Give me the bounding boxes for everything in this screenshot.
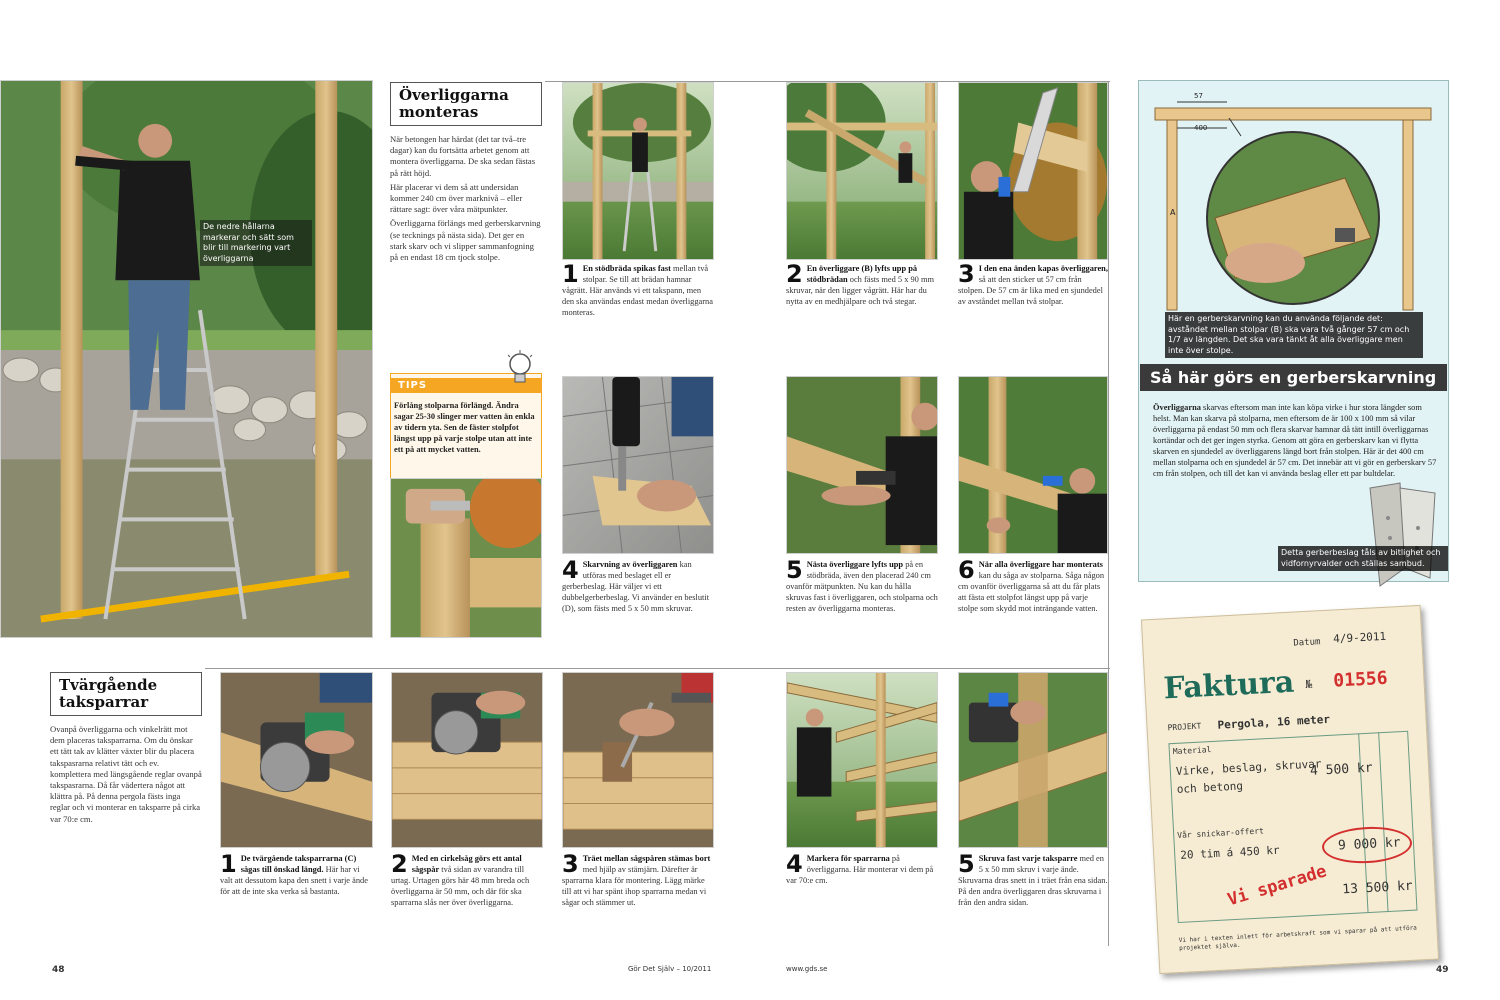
step-lead: Med en cirkelsåg görs ett antal sågspår [411, 854, 522, 874]
step-bottom-1 [220, 850, 373, 897]
invoice-footnote: Vi har i texten inlett för arbetskraft som vi sparar på att utföra projektet själva. [1178, 924, 1418, 953]
gerber-diagram-caption: Här en gerberskarvning kan du använda följande det: avståndet mellan stolpar (B) ska vara två gånger 57 cm och 1/7 av längden. Det ska vara tänkt åt alla överliggare men inte över stolpe. [1165, 312, 1423, 358]
step-bottom-2 [391, 850, 543, 908]
step-2-photo [786, 82, 938, 260]
step-lead: De tvärgående taksparrarna (C) sågas till önskad längd. [240, 854, 357, 874]
step-top-3 [958, 260, 1108, 307]
step-top-4 [562, 556, 714, 614]
heading-line-2: taksparrar [59, 693, 149, 711]
step-3-photo [958, 82, 1108, 260]
main-photo-man-on-ladder [0, 80, 373, 638]
step-text: Här har vi valt att dessutom kapa den snett i varje ände för att de inte ska verka så bastanta. [220, 865, 368, 896]
invoice-date-label: Datum [1293, 637, 1321, 649]
step-text: så att den sticker ut 57 cm från stolpen. De 57 cm är lika med en sjundedel av avståndet mellan två stolpar. [958, 275, 1103, 306]
step-number: 3 [562, 850, 579, 878]
main-photo-caption: De nedre hållarna markerar och sätt som blir till markering vart överliggarna [200, 220, 312, 266]
step-bottom-4 [786, 850, 938, 886]
heading-line-1: Tvärgående [59, 676, 158, 694]
step-text: på överliggarna. Här monterar vi dem på var 70:e cm. [786, 854, 934, 885]
step-text: två sidan av varandra till urtag. Urtagen görs här 48 mm breda och överliggarna är 50 mm, och där för ska sparrarna slås ner över överliggarna. [391, 865, 530, 907]
overliggarna-paragraph-1: När betongen har härdat (det tar två–tre dagar) kan du fortsätta arbetet genom att montera överliggarna. De ska sedan fästas på rätt höjd. [390, 134, 536, 178]
tips-text: Förlång stolparna förlängd. Ändra sagar 25-30 slinger mer vatten än enkla av tidern yta. Sen de fäster stolpfot längst upp på varje stolpe utan att inte ett på att mycket vatten. [394, 401, 535, 454]
section-heading-takspar [50, 672, 202, 716]
step-number: 6 [958, 556, 975, 584]
invoice-date-value: 4/9-2011 [1332, 629, 1387, 646]
step-number: 1 [220, 850, 237, 878]
dim-400: 400 [1194, 124, 1208, 132]
invoice-title: Faktura [1162, 664, 1296, 707]
step-text: och fästs med 5 x 90 mm skruvar, när den ligger vågrätt. Här har du nytta av en medhjälpare och två stegar. [786, 275, 934, 306]
step-number: 3 [958, 260, 975, 288]
step-lead: Träet mellan sågspåren stämas bort [582, 854, 711, 863]
step-lead: I den ena änden kapas överliggaren, [978, 264, 1108, 273]
step-top-1 [562, 260, 714, 318]
gerber-body [1153, 402, 1438, 479]
step-lead: En stödbräda spikas fast [582, 264, 671, 273]
step-text: kan utföras med beslaget ell er gerberbeslag. Här väljer vi ett dubbelgerberbeslag. Vi använder en beslutit (D), som fästs med 5 x 50 mm skruvar. [562, 560, 710, 613]
step-number: 4 [562, 556, 579, 584]
invoice-number: 01556 [1332, 667, 1389, 692]
step-1-photo [562, 82, 714, 260]
invoice-offer-label: Vår snickar-offert [1177, 826, 1265, 840]
invoice-offer-calc: 20 tim á 450 kr [1179, 843, 1280, 862]
step-text: kan du såga av stolparna. Såga någon cm ovanför överliggarna så att du får plats att fästa ett stolpfot längst upp på varje stolpe som skydd mot inträngande vatten. [958, 571, 1105, 613]
dim-a: A [1170, 208, 1176, 217]
step-text: med hjälp av stämjärn. Därefter är sparrarna klara för montering. Lägg märke till att vi har spänt ihop sparrarna medan vi sågar och stämmer ut. [562, 865, 707, 907]
gerber-bracket-icon [1360, 478, 1445, 593]
overliggarna-paragraph-3: Överliggarna förlängs med gerberskarvning (se tecknings på nästa sida). Det ger en stark skarv och vi slipper sammanfogning på en endast 18 cm tjock stolpe. [390, 218, 541, 263]
section-heading-overliggarna [390, 82, 542, 126]
step-top-2 [786, 260, 938, 307]
step-lead: Skruva fast varje taksparre [978, 854, 1078, 863]
step-lead: En överliggare (B) lyfts upp på stödbrädan [806, 264, 918, 284]
step-number: 4 [786, 850, 803, 878]
step-5-photo [786, 376, 938, 554]
step-b1-photo [220, 672, 373, 848]
step-b4-photo [786, 672, 938, 848]
step-lead: Markera för sparrarna [806, 854, 890, 863]
invoice-project-value: Pergola, 16 meter [1217, 712, 1331, 732]
bracket-caption: Detta gerberbeslag tåls av bitlighet och vidfornyrvalder och ställas sambud. [1278, 546, 1448, 571]
step-b3-photo [562, 672, 714, 848]
gerber-text: skarvas eftersom man inte kan köpa virke i hur stora längder som helst. Man kan skarva på stolparna, men eftersom de är 100 x 100 mm så vilar överliggarna på endast 50 mm och flera skarvar hamnar då tätt intill överliggarnas kortändar och det ger ingen styrka. Genom att göra en gerberskarv kan vi flytta skarven en sjundedel av överliggarens längd bort från stolpen. Här är det 400 cm mellan stolparna och en sjundedel är 57 cm. Det innebär att vi gör en gerberskarv 57 cm från stolpen, och till det kan vi använda beslag eller ett par bultdelar. [1153, 403, 1437, 478]
invoice-total: 13 500 kr [1341, 878, 1414, 898]
step-lead: Nästa överliggare lyfts upp [806, 560, 904, 569]
gerber-title: Så här görs en gerberskarvning [1140, 364, 1447, 391]
takspar-body: Ovanpå överliggarna och vinkelrätt mot dem placeras taksparrarna. Om du önskar ett tätt tak av klätter växter blir du placera takspasrarna relativt tätt och ev. komplettera med längsgående reglar ovanpå takspasrarna. Då får vädertera något att klättra på. På denna pergola fästs inga reglar och vi monterar en taksparre på cirka var 70:e cm. [50, 724, 202, 824]
column-rule-right [1108, 81, 1109, 946]
step-text: på en stödbräda, även den placerad 240 cm ovanför mätpunkten. Nu kan du hålla skruvas fast i överliggaren, och stolparna och resten av överliggarna monteras. [786, 560, 938, 613]
step-4-photo [562, 376, 714, 554]
magazine-url: www.gds.se [786, 965, 828, 973]
step-number: 5 [958, 850, 975, 878]
heading-line-2: monteras [399, 103, 479, 121]
step-number: 1 [562, 260, 579, 288]
top-rule [545, 81, 1110, 82]
invoice-offer-amount: 9 000 kr [1337, 835, 1401, 854]
gerber-diagram [1145, 88, 1441, 318]
invoice-card [1141, 605, 1439, 974]
step-lead: Skarvning av överliggaren [582, 560, 678, 569]
step-text: med en 5 x 50 mm skruv i varje ände. Skruvarna dras snett in i träet från ena sidan. På den andra överliggaren dras skruvarna i från den andra sidan. [958, 854, 1108, 907]
step-number: 2 [391, 850, 408, 878]
page-number-left: 48 [52, 965, 65, 975]
dim-57: 57 [1194, 92, 1203, 100]
invoice-item-1: Virke, beslag, skruvar [1175, 757, 1322, 778]
overliggarna-body [390, 134, 542, 266]
invoice-saved-label: Vi sparade [1225, 861, 1330, 911]
magazine-issue: Gör Det Själv – 10/2011 [628, 965, 712, 973]
middle-rule [205, 668, 1110, 669]
step-b5-photo [958, 672, 1108, 848]
tips-label: TIPS [390, 378, 542, 393]
invoice-project-label: PROJEKT [1167, 721, 1202, 733]
step-bottom-3 [562, 850, 714, 908]
invoice-item-amount: 4 500 kr [1309, 760, 1374, 779]
invoice-number-label: № [1305, 677, 1313, 692]
step-number: 2 [786, 260, 803, 288]
step-bottom-5 [958, 850, 1108, 908]
step-b2-photo [391, 672, 543, 848]
invoice-item-2: och betong [1176, 779, 1244, 796]
step-lead: När alla överliggare har monterats [978, 560, 1103, 569]
gerber-lead: Överliggarna [1153, 403, 1201, 412]
tips-photo-post [390, 478, 542, 638]
step-top-5 [786, 556, 938, 614]
page-number-right: 49 [1436, 965, 1449, 975]
step-text: mellan två stolpar. Se till att brädan hamnar vågrätt. Här används vi ett takspann, men den ska användas endast medan överliggarna monteras. [562, 264, 713, 317]
heading-line-1: Överliggarna [399, 86, 509, 104]
step-6-photo [958, 376, 1108, 554]
overliggarna-paragraph-2: Här placerar vi dem så att undersidan kommer 240 cm över marknivå – eller rättare sagt: över våra mätpunkter. [390, 181, 523, 215]
lightbulb-icon [505, 350, 535, 388]
invoice-item-header: Material [1172, 745, 1212, 757]
step-number: 5 [786, 556, 803, 584]
step-top-6 [958, 556, 1108, 614]
